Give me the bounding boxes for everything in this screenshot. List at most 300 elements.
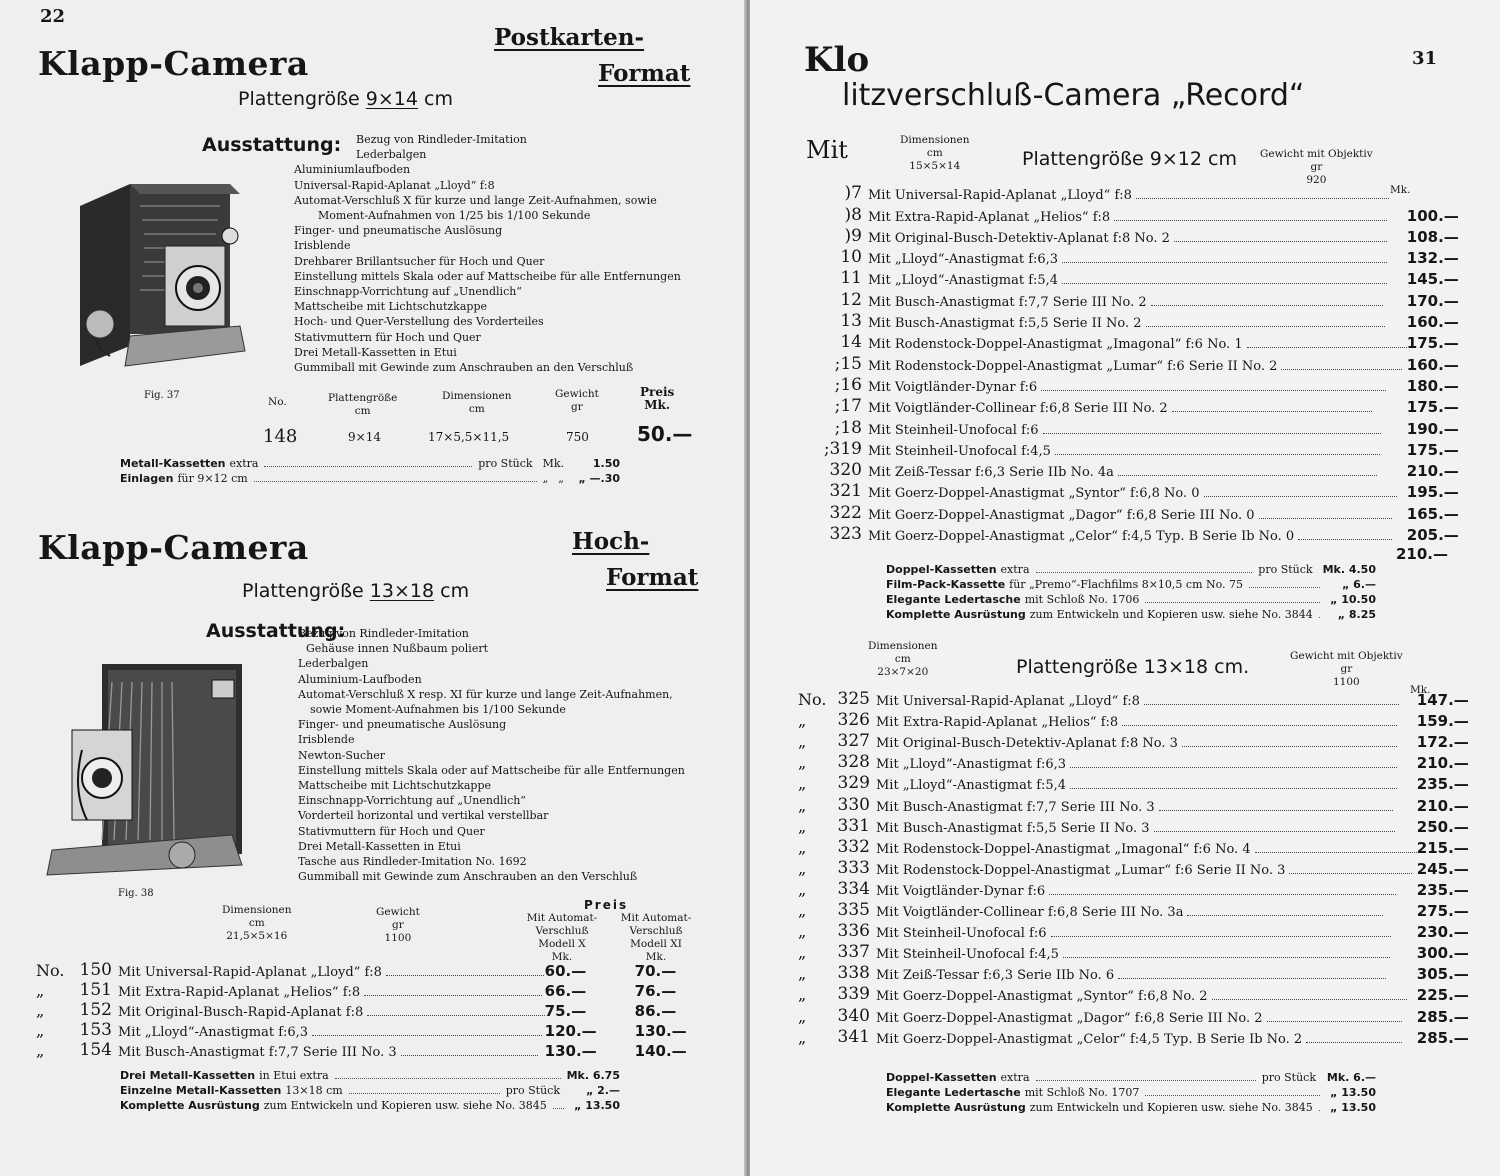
row-price: 205.— bbox=[1406, 526, 1459, 545]
row-number: 151 bbox=[79, 980, 112, 1000]
row-number: 11 bbox=[840, 268, 862, 289]
col-header-no: No. bbox=[268, 396, 287, 408]
accessory-name: Komplette Ausrüstung bbox=[886, 1101, 1026, 1114]
accessory-line bbox=[886, 607, 1376, 622]
format-label-line2: Format bbox=[598, 60, 691, 87]
feature-item: Moment-Aufnahmen von 1/25 bis 1/100 Sekunde bbox=[318, 209, 591, 223]
page-number: 31 bbox=[1412, 48, 1438, 69]
feature-item: Lederbalgen bbox=[356, 148, 427, 162]
row-description bbox=[118, 980, 545, 1000]
row-prefix: „ bbox=[36, 1001, 45, 1020]
row-number: 333 bbox=[837, 857, 870, 878]
feature-item: Drei Metall-Kassetten in Etui bbox=[298, 839, 461, 853]
feature-item: Stativmuttern für Hoch und Quer bbox=[294, 330, 481, 344]
dot-leader bbox=[1145, 602, 1320, 603]
dot-leader bbox=[312, 1035, 542, 1036]
dot-leader bbox=[1249, 587, 1320, 588]
dot-leader bbox=[1062, 262, 1387, 263]
table-row bbox=[820, 480, 1477, 501]
row-prefix: „ bbox=[798, 879, 807, 899]
dot-leader bbox=[1118, 978, 1386, 979]
feature-item: Einschnapp-Vorrichtung auf „Unendlich“ bbox=[298, 794, 526, 808]
plate-size-line: Plattengröße 9×12 cm bbox=[1022, 148, 1237, 170]
accessory-name: Elegante Ledertasche bbox=[886, 1086, 1021, 1099]
row-price: 66.— bbox=[544, 982, 587, 1000]
accessory-text: zum Entwickeln und Kopieren usw. siehe No. 3844 bbox=[1029, 608, 1313, 621]
dot-leader bbox=[1182, 746, 1397, 747]
dot-leader bbox=[1259, 518, 1393, 519]
row-description bbox=[118, 1020, 545, 1040]
accessories bbox=[886, 562, 1376, 622]
row-description-text: Mit „Lloyd“-Anastigmat f:5,4 bbox=[868, 273, 1059, 289]
accessory-price: „ 13.50 bbox=[574, 1099, 620, 1112]
table-row bbox=[798, 688, 1487, 709]
accessory-price: „ 2.— bbox=[586, 1084, 620, 1097]
row-description bbox=[876, 815, 1417, 836]
row-number: 153 bbox=[79, 1020, 112, 1040]
row-number: ;16 bbox=[834, 374, 862, 395]
accessory-line bbox=[886, 1100, 1376, 1115]
row-price: 245.— bbox=[1416, 859, 1469, 878]
dot-leader bbox=[1063, 957, 1390, 958]
dot-leader bbox=[1247, 347, 1407, 348]
row-prefix: „ bbox=[798, 732, 807, 752]
row-description bbox=[868, 523, 1407, 544]
dot-leader bbox=[1289, 873, 1412, 874]
row-description bbox=[876, 688, 1417, 709]
page-number: 22 bbox=[40, 6, 66, 27]
dot-leader bbox=[335, 1078, 561, 1079]
dot-leader bbox=[1154, 831, 1395, 832]
dot-leader bbox=[1146, 326, 1385, 327]
row-price: 190.— bbox=[1406, 419, 1459, 438]
row-number: 341 bbox=[837, 1026, 870, 1047]
table-row bbox=[820, 416, 1477, 437]
col-header-price: Preis Mk. bbox=[640, 385, 675, 412]
row-description-text: Mit Voigtländer-Dynar f:6 bbox=[876, 883, 1046, 899]
price-table bbox=[798, 688, 1487, 1047]
dot-leader bbox=[1114, 220, 1386, 221]
feature-item: Universal-Rapid-Aplanat „Lloyd“ f:8 bbox=[294, 178, 495, 192]
dot-leader bbox=[1267, 1021, 1403, 1022]
accessory-price: Mk. 6.75 bbox=[566, 1069, 620, 1082]
accessory-line bbox=[120, 456, 620, 471]
row-price: 165.— bbox=[1406, 504, 1459, 523]
row-prefix: „ bbox=[798, 1027, 807, 1047]
price-unit-header: Mk. bbox=[1410, 684, 1431, 696]
table-row bbox=[798, 920, 1487, 941]
dot-leader bbox=[1151, 305, 1384, 306]
row-description bbox=[118, 960, 545, 980]
row-price: 175.— bbox=[1406, 334, 1459, 353]
row-number: ;18 bbox=[834, 417, 862, 438]
col-header-dim: Dimensionen cm 21,5×5×16 bbox=[222, 904, 292, 942]
dot-leader bbox=[1041, 390, 1386, 391]
accessory-text: für „Premo“-Flachfilms 8×10,5 cm No. 75 bbox=[1009, 578, 1244, 591]
row-prefix: No. bbox=[798, 690, 827, 710]
dot-leader bbox=[1036, 1080, 1256, 1081]
table-row bbox=[820, 331, 1477, 352]
accessory-line bbox=[120, 1098, 620, 1113]
feature-item: Gummiball mit Gewinde zum Anschrauben an den Verschluß bbox=[294, 361, 634, 375]
price-table bbox=[36, 960, 725, 1060]
row-description-text: Mit Busch-Anastigmat f:5,5 Serie II No. 2 bbox=[868, 316, 1142, 332]
accessory-price: Mk. 4.50 bbox=[1322, 563, 1376, 576]
row-description-text: Mit Original-Busch-Detektiv-Aplanat f:8 No. 2 bbox=[868, 230, 1170, 246]
accessory-price: „ —.30 bbox=[578, 472, 620, 485]
row-price: 175.— bbox=[1406, 398, 1459, 417]
feature-item: Einschnapp-Vorrichtung auf „Unendlich“ bbox=[294, 285, 522, 299]
row-number: 338 bbox=[837, 963, 870, 984]
row-description bbox=[876, 983, 1417, 1004]
row-price: 145.— bbox=[1406, 270, 1459, 289]
last-price: 210.— bbox=[1396, 545, 1449, 563]
dot-leader bbox=[1174, 241, 1387, 242]
table-row bbox=[820, 267, 1477, 288]
row-description-text: Mit Universal-Rapid-Aplanat „Lloyd“ f:8 bbox=[118, 965, 382, 980]
table-row bbox=[798, 941, 1487, 962]
table-row bbox=[820, 459, 1477, 480]
feature-item: Automat-Verschluß X für kurze und lange Zeit-Aufnahmen, sowie bbox=[294, 193, 657, 207]
accessory-price: Mk. 6.— bbox=[1326, 1071, 1376, 1084]
row-price: 210.— bbox=[1406, 462, 1459, 481]
row-prefix: „ bbox=[798, 943, 807, 963]
dim-header: Dimensionen cm 15×5×14 bbox=[900, 134, 970, 172]
weight-header: Gewicht mit Objektiv gr 920 bbox=[1260, 148, 1373, 186]
accessory-text: in Etui extra bbox=[259, 1069, 329, 1082]
row-description bbox=[868, 480, 1407, 501]
price-unit-header: Mk. bbox=[1390, 184, 1411, 196]
table-row bbox=[820, 182, 1477, 203]
row-description-text: Mit Original-Busch-Detektiv-Aplanat f:8 No. 3 bbox=[876, 736, 1178, 752]
col-header-plate: Plattengröße cm bbox=[328, 392, 398, 417]
feature-item: Drehbarer Brillantsucher für Hoch und Quer bbox=[294, 254, 545, 268]
row-description bbox=[876, 1026, 1417, 1047]
accessory-text: zum Entwickeln und Kopieren usw. siehe No. 3845 bbox=[263, 1099, 547, 1112]
dot-leader bbox=[1049, 894, 1396, 895]
row-description bbox=[876, 920, 1417, 941]
row-number: )9 bbox=[844, 225, 862, 246]
feature-item: Bezug von Rindleder-Imitation bbox=[298, 627, 469, 640]
row-price: 180.— bbox=[1406, 376, 1459, 395]
accessory-price: „ 10.50 bbox=[1330, 593, 1376, 606]
row-price: 108.— bbox=[1406, 227, 1459, 246]
row-number: 337 bbox=[837, 942, 870, 963]
row-description bbox=[876, 1004, 1417, 1025]
row-description-text: Mit Goerz-Doppel-Anastigmat „Dagor“ f:6,8 Serie III No. 0 bbox=[868, 507, 1255, 523]
row-description bbox=[868, 246, 1407, 267]
feature-item: Bezug von Rindleder-Imitation bbox=[356, 133, 527, 146]
accessory-text: extra bbox=[1000, 1071, 1030, 1084]
col-header-weight: Gewicht gr bbox=[555, 388, 599, 413]
row-no: 148 bbox=[263, 426, 298, 447]
row-description-text: Mit Rodenstock-Doppel-Anastigmat „Lumar“ f:6 Serie II No. 3 bbox=[876, 862, 1286, 878]
row-number: 321 bbox=[829, 481, 862, 502]
row-description-text: Mit Goerz-Doppel-Anastigmat „Celor“ f:4,5 Typ. B Serie Ib No. 2 bbox=[876, 1031, 1303, 1047]
feature-item: Finger- und pneumatische Auslösung bbox=[298, 718, 507, 732]
row-description bbox=[876, 899, 1417, 920]
row-description bbox=[876, 878, 1417, 899]
row-description-text: Mit Voigtländer-Collinear f:6,8 Serie III No. 3a bbox=[876, 905, 1184, 921]
dot-leader bbox=[1159, 810, 1394, 811]
row-description-text: Mit Zeiß-Tessar f:6,3 Serie IIb No. 6 bbox=[876, 968, 1115, 984]
row-price: 50.— bbox=[637, 422, 693, 446]
row-weight: 750 bbox=[566, 430, 589, 444]
feature-item: Vorderteil horizontal und vertikal verstellbar bbox=[298, 809, 549, 823]
row-price: 86.— bbox=[634, 1002, 677, 1020]
row-description bbox=[868, 416, 1407, 437]
table-row bbox=[820, 288, 1477, 309]
row-price: 70.— bbox=[634, 962, 677, 980]
row-description-text: Mit Busch-Anastigmat f:7,7 Serie III No. 2 bbox=[868, 294, 1147, 310]
accessory-name: Einzelne Metall-Kassetten bbox=[120, 1084, 282, 1097]
feature-item: Automat-Verschluß X resp. XI für kurze und lange Zeit-Aufnahmen, bbox=[298, 687, 673, 701]
mit-fragment: Mit bbox=[806, 136, 848, 164]
accessory-line bbox=[886, 1070, 1376, 1085]
feature-item: Stativmuttern für Hoch und Quer bbox=[298, 824, 485, 838]
row-number: 10 bbox=[840, 247, 862, 268]
table-row bbox=[798, 899, 1487, 920]
row-number: 336 bbox=[837, 921, 870, 942]
row-price: 160.— bbox=[1406, 355, 1459, 374]
accessory-unit: pro Stück bbox=[1261, 1071, 1316, 1084]
table-row bbox=[820, 310, 1477, 331]
table-row bbox=[36, 1020, 725, 1040]
feature-item: Tasche aus Rindleder-Imitation No. 1692 bbox=[298, 855, 527, 869]
table-row bbox=[798, 709, 1487, 730]
row-description bbox=[868, 438, 1407, 459]
row-price: 130.— bbox=[544, 1042, 597, 1060]
accessory-price: „ 8.25 bbox=[1337, 608, 1376, 621]
row-prefix: „ bbox=[798, 901, 807, 921]
row-description bbox=[876, 836, 1417, 857]
row-description-text: Mit Steinheil-Unofocal f:6 bbox=[868, 422, 1039, 438]
feature-list bbox=[294, 132, 681, 375]
dot-leader bbox=[349, 1093, 500, 1094]
dot-leader bbox=[553, 1108, 564, 1109]
row-prefix: „ bbox=[798, 774, 807, 794]
accessory-unit: pro Stück bbox=[1258, 563, 1313, 576]
row-prefix: „ bbox=[798, 858, 807, 878]
row-number: 328 bbox=[837, 752, 870, 773]
right-page bbox=[750, 0, 1500, 1176]
feature-item: Aluminiumlaufboden bbox=[294, 163, 411, 177]
row-description bbox=[876, 857, 1417, 878]
row-number: 320 bbox=[829, 460, 862, 481]
row-description-text: Mit „Lloyd“-Anastigmat f:5,4 bbox=[876, 778, 1067, 794]
accessory-name: Elegante Ledertasche bbox=[886, 593, 1021, 606]
table-row bbox=[798, 730, 1487, 751]
row-number: ;319 bbox=[823, 438, 862, 459]
row-price: 215.— bbox=[1416, 838, 1469, 857]
table-row bbox=[798, 772, 1487, 793]
row-plate: 9×14 bbox=[348, 430, 381, 444]
row-price: 120.— bbox=[544, 1022, 597, 1040]
row-description-text: Mit Goerz-Doppel-Anastigmat „Dagor“ f:6,8 Serie III No. 2 bbox=[876, 1010, 1263, 1026]
feature-item: Mattscheibe mit Lichtschutzkappe bbox=[298, 779, 491, 793]
accessory-line bbox=[120, 471, 620, 486]
table-row bbox=[798, 983, 1487, 1004]
table-row bbox=[36, 1040, 725, 1060]
table-row bbox=[798, 751, 1487, 772]
row-description-text: Mit Steinheil-Unofocal f:6 bbox=[876, 926, 1047, 942]
feature-item: Newton-Sucher bbox=[298, 748, 386, 762]
row-prefix: „ bbox=[798, 753, 807, 773]
accessory-name: Metall-Kassetten bbox=[120, 457, 226, 470]
accessory-text: für 9×12 cm bbox=[177, 472, 248, 485]
row-description bbox=[868, 331, 1407, 352]
dot-leader bbox=[1122, 725, 1396, 726]
dot-leader bbox=[1204, 496, 1397, 497]
row-description bbox=[868, 374, 1407, 395]
accessories bbox=[120, 1068, 620, 1113]
dot-leader bbox=[1298, 539, 1392, 540]
accessory-unit: pro Stück bbox=[478, 457, 533, 470]
dot-leader bbox=[264, 466, 472, 467]
accessory-currency: Mk. bbox=[542, 457, 564, 470]
row-number: 334 bbox=[837, 878, 870, 899]
accessory-line bbox=[120, 1068, 620, 1083]
figure-label: Fig. 37 bbox=[144, 390, 180, 401]
row-price: 130.— bbox=[634, 1022, 687, 1040]
row-description-text: Mit Extra-Rapid-Aplanat „Helios“ f:8 bbox=[876, 715, 1119, 731]
dot-leader bbox=[1055, 454, 1380, 455]
row-prefix: „ bbox=[36, 981, 45, 1000]
row-description-text: Mit Original-Busch-Rapid-Aplanat f:8 bbox=[118, 1005, 364, 1020]
dot-leader bbox=[1172, 411, 1372, 412]
accessory-price: „ 13.50 bbox=[1330, 1086, 1376, 1099]
row-description-text: Mit Zeiß-Tessar f:6,3 Serie IIb No. 4a bbox=[868, 465, 1114, 481]
col-header-price: Preis bbox=[584, 898, 629, 912]
row-description-text: Mit Goerz-Doppel-Anastigmat „Celor“ f:4,5 Typ. B Serie Ib No. 0 bbox=[868, 529, 1295, 545]
row-description bbox=[868, 267, 1407, 288]
row-number: 335 bbox=[837, 900, 870, 921]
row-description bbox=[868, 225, 1407, 246]
dot-leader bbox=[1144, 704, 1399, 705]
row-price: 172.— bbox=[1416, 733, 1469, 752]
plate-size-line: Plattengröße 9×14 cm bbox=[238, 88, 453, 110]
row-price: 160.— bbox=[1406, 313, 1459, 332]
row-price: 76.— bbox=[634, 982, 677, 1000]
accessory-unit: „ bbox=[542, 472, 549, 485]
accessory-name: Film-Pack-Kassette bbox=[886, 578, 1006, 591]
table-row bbox=[820, 501, 1477, 522]
table-row bbox=[820, 438, 1477, 459]
table-row bbox=[798, 1004, 1487, 1025]
row-number: 150 bbox=[79, 960, 112, 980]
feature-item: Einstellung mittels Skala oder auf Mattscheibe für alle Entfernungen bbox=[298, 763, 685, 777]
table-row bbox=[820, 374, 1477, 395]
row-prefix: „ bbox=[798, 985, 807, 1005]
dot-leader bbox=[386, 975, 544, 976]
row-number: 322 bbox=[829, 502, 862, 523]
row-description bbox=[876, 709, 1417, 730]
row-prefix: „ bbox=[36, 1041, 45, 1060]
table-row bbox=[36, 960, 725, 980]
row-description bbox=[876, 730, 1417, 751]
table-row bbox=[820, 203, 1477, 224]
row-number: 332 bbox=[837, 836, 870, 857]
feature-item: Gehäuse innen Nußbaum poliert bbox=[306, 642, 489, 656]
dot-leader bbox=[1070, 788, 1397, 789]
row-price: 300.— bbox=[1416, 944, 1469, 963]
row-description bbox=[868, 203, 1407, 224]
accessory-line bbox=[120, 1083, 620, 1098]
row-price: 210.— bbox=[1416, 796, 1469, 815]
dot-leader bbox=[1070, 767, 1397, 768]
table-row bbox=[820, 523, 1477, 544]
row-description-text: Mit Universal-Rapid-Aplanat „Lloyd“ f:8 bbox=[868, 188, 1132, 204]
row-price: 170.— bbox=[1406, 291, 1459, 310]
table-row bbox=[798, 793, 1487, 814]
accessory-text: extra bbox=[229, 457, 259, 470]
dot-leader bbox=[1136, 198, 1389, 199]
plate-size-line: Plattengröße 13×18 cm. bbox=[1016, 656, 1250, 678]
price-table bbox=[820, 182, 1477, 544]
feature-item: sowie Moment-Aufnahmen bis 1/100 Sekunde bbox=[310, 703, 566, 717]
dot-leader bbox=[1118, 475, 1377, 476]
row-number: 12 bbox=[840, 289, 862, 310]
feature-item: Einstellung mittels Skala oder auf Mattscheibe für alle Entfernungen bbox=[294, 269, 681, 283]
row-description-text: Mit Steinheil-Unofocal f:4,5 bbox=[876, 947, 1059, 963]
accessory-line bbox=[886, 1085, 1376, 1100]
dot-leader bbox=[401, 1055, 539, 1056]
col-header-model-xi: Mit Automat-Verschluß Modell XI Mk. bbox=[620, 912, 692, 963]
table-row bbox=[798, 857, 1487, 878]
dot-leader bbox=[1212, 999, 1407, 1000]
row-description-text: Mit Busch-Anastigmat f:5,5 Serie II No. 3 bbox=[876, 820, 1150, 836]
dot-leader bbox=[367, 1015, 544, 1016]
accessory-text: extra bbox=[1000, 563, 1030, 576]
row-number: 331 bbox=[837, 815, 870, 836]
feature-item: Gummiball mit Gewinde zum Anschrauben an den Verschluß bbox=[298, 870, 638, 884]
accessory-unit: pro Stück bbox=[505, 1084, 560, 1097]
row-number: 323 bbox=[829, 524, 862, 545]
row-description-text: Mit Rodenstock-Doppel-Anastigmat „Imagonal“ f:6 No. 4 bbox=[876, 841, 1251, 857]
table-row bbox=[798, 878, 1487, 899]
row-prefix: „ bbox=[798, 711, 807, 731]
table-row bbox=[820, 395, 1477, 416]
row-price: 235.— bbox=[1416, 880, 1469, 899]
row-price: 147.— bbox=[1416, 691, 1469, 710]
ausstattung-heading: Ausstattung: bbox=[202, 134, 342, 156]
row-description-text: Mit Busch-Anastigmat f:7,7 Serie III No. 3 bbox=[876, 799, 1155, 815]
dot-leader bbox=[1281, 369, 1402, 370]
row-number: 154 bbox=[79, 1040, 112, 1060]
row-prefix: „ bbox=[798, 795, 807, 815]
row-price: 235.— bbox=[1416, 775, 1469, 794]
col-header-dim: Dimensionen cm bbox=[442, 390, 512, 415]
row-description-text: Mit Universal-Rapid-Aplanat „Lloyd“ f:8 bbox=[876, 694, 1140, 710]
plate-size-line: Plattengröße 13×18 cm bbox=[242, 580, 470, 602]
accessory-text: mit Schloß No. 1706 bbox=[1024, 593, 1140, 606]
accessory-name: Komplette Ausrüstung bbox=[886, 608, 1026, 621]
dot-leader bbox=[1319, 617, 1320, 618]
table-row bbox=[798, 962, 1487, 983]
row-description-text: Mit Voigtländer-Dynar f:6 bbox=[868, 379, 1038, 395]
table-row bbox=[798, 1026, 1487, 1047]
format-label-line1: Postkarten- bbox=[494, 24, 645, 51]
row-description-text: Mit Rodenstock-Doppel-Anastigmat „Lumar“ f:6 Serie II No. 2 bbox=[868, 358, 1278, 374]
figure-label: Fig. 38 bbox=[118, 888, 154, 899]
row-price: 60.— bbox=[544, 962, 587, 980]
row-number: )7 bbox=[844, 183, 862, 204]
row-description bbox=[876, 751, 1417, 772]
dot-leader bbox=[1051, 936, 1391, 937]
col-header-model-x: Mit Automat-Verschluß Modell X Mk. bbox=[526, 912, 598, 963]
row-description bbox=[868, 182, 1407, 203]
row-number: 327 bbox=[837, 731, 870, 752]
